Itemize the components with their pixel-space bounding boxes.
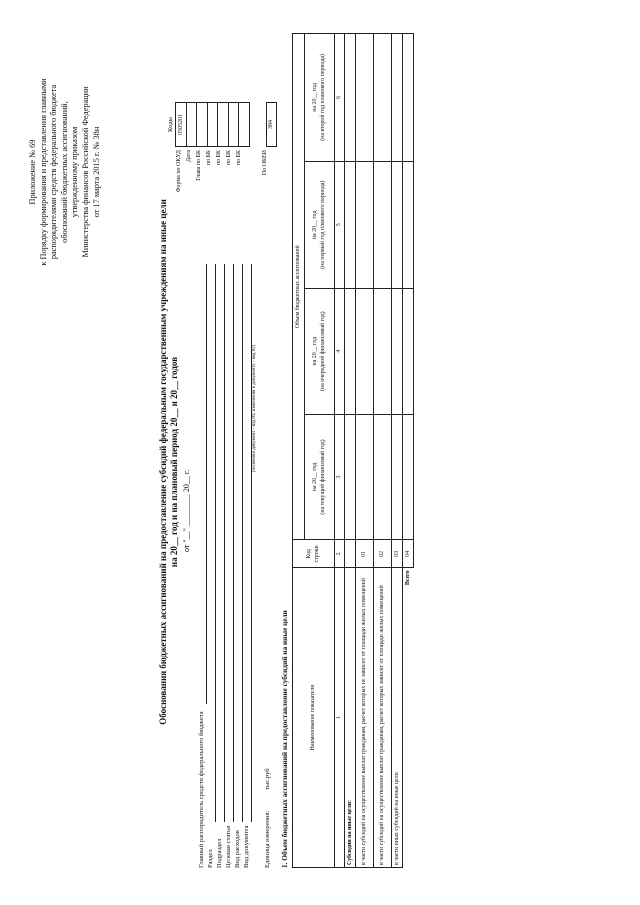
- code-cell-okei: 384: [266, 103, 277, 147]
- row-code: 02: [374, 540, 392, 568]
- table-row: [392, 34, 403, 868]
- allocation-table: [292, 33, 414, 868]
- header-name: Наименование показателя: [293, 568, 335, 868]
- col-number: 6: [335, 34, 345, 162]
- code-label: Форма по ОКУД: [176, 150, 182, 193]
- header-group: Объем бюджетных ассигнований: [293, 34, 305, 540]
- col-number: 3: [335, 414, 345, 540]
- col-number: 5: [335, 161, 345, 288]
- appendix-line: распорядителями средств федерального бюджета: [49, 84, 59, 260]
- row-code: 01: [356, 540, 374, 568]
- page-title: [158, 152, 180, 772]
- row-code: 03: [392, 540, 403, 568]
- col-number: 4: [335, 288, 345, 414]
- appendix-line: обоснований бюджетных ассигнований,: [59, 101, 69, 243]
- date-line: от "__" ________ 20__ г.: [182, 469, 191, 552]
- col-number: 1: [335, 568, 345, 868]
- appendix-block: [28, 22, 102, 322]
- row-code: [345, 540, 356, 568]
- table-row: [374, 34, 392, 868]
- field-underline: [242, 264, 243, 822]
- total-label: Всего: [404, 570, 411, 586]
- row-name: в части иных субсидий на иные цели: [392, 568, 403, 868]
- header-year-plan1: на 20__ год (на первый год планового периода): [305, 161, 335, 288]
- field-document-type: Вид документа: [243, 825, 250, 868]
- rotated-sheet: [20, 22, 620, 882]
- code-label: по БК: [216, 150, 222, 166]
- appendix-line: от 17 марта 2015 г. № 38н: [91, 126, 101, 218]
- code-label: Глава по БК: [196, 150, 202, 181]
- field-expense-type: Вид расходов: [234, 830, 241, 868]
- header-year-current: на 20__ год (на текущий финансовый год): [305, 414, 335, 540]
- header-year-next: на 20__ год (на очередной финансовый год): [305, 288, 335, 414]
- code-label: по БК: [226, 150, 232, 166]
- row-name: в части субсидий на осуществление выплат гражданам, расчет которых зависит от площади жилых помещений: [374, 568, 392, 868]
- code-label-okei: По ОКЕИ: [262, 150, 268, 176]
- field-underline: [233, 264, 234, 822]
- title-line-2: на 20__ год и на плановый период 20__ и 20__ годов: [169, 356, 179, 568]
- code-cell: [186, 103, 197, 147]
- appendix-line: утвержденному приказом: [70, 126, 80, 218]
- codes-header: Коды: [166, 117, 174, 132]
- appendix-line: к Порядку формирования и представления главными: [38, 78, 48, 266]
- total-code: 04: [403, 540, 414, 568]
- table-row: [356, 34, 374, 868]
- code-cell: [239, 103, 250, 147]
- field-main-manager: Главный распорядитель средств федерального бюджета: [198, 711, 205, 868]
- section-title: 1. Объем бюджетных ассигнований на предоставление субсидий на иные цели: [280, 610, 289, 868]
- code-label: Дата: [186, 150, 192, 162]
- field-underline: [215, 264, 216, 822]
- unit-value: тыс.руб: [264, 768, 271, 790]
- field-target-article: Целевая статья: [225, 825, 232, 868]
- appendix-line: Министерства финансов Российской Федерации: [80, 86, 90, 258]
- code-label: по БК: [206, 150, 212, 166]
- field-subsection: Подраздел: [216, 838, 223, 868]
- code-cell: [218, 103, 229, 147]
- col-number: 2: [335, 540, 345, 568]
- row-name: в части субсидий на осуществление выплат гражданам, расчет которых не зависит от площади жилых помещений: [356, 568, 374, 868]
- code-cell: [228, 103, 239, 147]
- field-underline: [206, 264, 207, 704]
- code-label: по БК: [236, 150, 242, 166]
- title-line-1: Обоснования бюджетных ассигнований на предоставление субсидий федеральным государственным учреждениям на иные цели: [158, 199, 168, 725]
- code-cell-okud: 0505201: [176, 103, 187, 147]
- code-spacer: [249, 103, 266, 147]
- table-row: [345, 34, 356, 868]
- header-year-plan2: на 20__ год (на второй год планового периода): [305, 34, 335, 162]
- field-section: Раздел: [207, 849, 214, 868]
- code-cell: [197, 103, 208, 147]
- code-cell: [207, 103, 218, 147]
- field-underline: [224, 264, 225, 822]
- appendix-line: Приложение № 69: [28, 139, 37, 205]
- header-code: Код строки: [293, 540, 335, 568]
- codes-table: [165, 102, 277, 147]
- total-row: [403, 34, 414, 868]
- unit-label: Единица измерения:: [264, 810, 271, 868]
- document-type-hint: (основной документ - код 01; изменения к документу - код 02): [252, 344, 257, 472]
- row-name: Субсидии на иные цели:: [345, 568, 356, 868]
